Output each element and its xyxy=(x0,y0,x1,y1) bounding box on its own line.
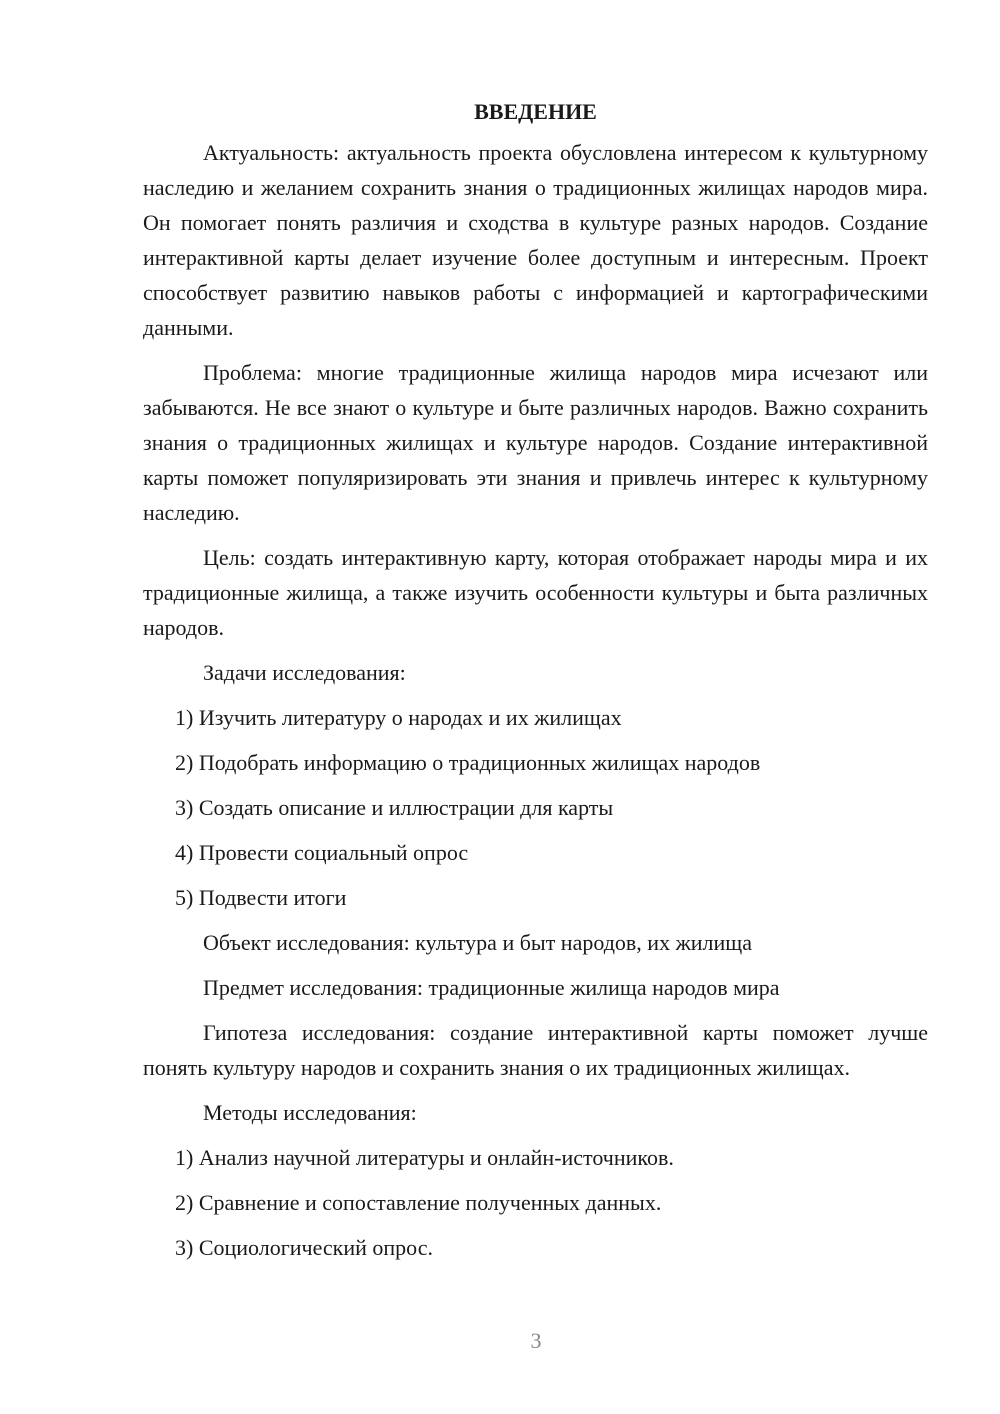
research-object: Объект исследования: культура и быт народов, их жилища xyxy=(203,930,753,955)
method-item-1: 1) Анализ научной литературы и онлайн-источников. xyxy=(175,1145,674,1170)
hypothesis-paragraph: Гипотеза исследования: создание интерактивной карты поможет лучше понять культуру народов и сохранить знания о их традиционных жилищах. xyxy=(143,1020,928,1080)
method-item-3: 3) Социологический опрос. xyxy=(175,1235,433,1260)
methods-heading: Методы исследования: xyxy=(203,1100,417,1125)
task-item-1: 1) Изучить литературу о народах и их жилищах xyxy=(175,705,622,730)
goal-paragraph: Цель: создать интерактивную карту, которая отображает народы мира и их традиционные жилища, а также изучить особенности культуры и быта различных народов. xyxy=(143,545,928,640)
relevance-paragraph: Актуальность: актуальность проекта обусловлена интересом к культурному наследию и желанием сохранить знания о традиционных жилищах народов мира. Он помогает понять различия и сходства в культуре разных народов. Создание интерактивной карты делает изучение более доступным и интересным. Проект способствует развитию навыков работы с информацией и картографическими данными. xyxy=(143,140,928,340)
page-number: 3 xyxy=(530,1328,542,1353)
task-item-3: 3) Создать описание и иллюстрации для карты xyxy=(175,795,614,820)
tasks-heading: Задачи исследования: xyxy=(203,660,406,685)
section-title: ВВЕДЕНИЕ xyxy=(474,99,597,124)
research-subject: Предмет исследования: традиционные жилища народов мира xyxy=(203,975,780,1000)
problem-paragraph: Проблема: многие традиционные жилища народов мира исчезают или забываются. Не все знают о культуре и быте различных народов. Важно сохранить знания о традиционных жилищах и культуре народов. Создание интерактивной карты поможет популяризировать эти знания и привлечь интерес к культурному наследию. xyxy=(143,360,928,525)
page-content xyxy=(143,94,928,1275)
task-item-2: 2) Подобрать информацию о традиционных жилищах народов xyxy=(175,750,761,775)
task-item-5: 5) Подвести итоги xyxy=(175,885,347,910)
task-item-4: 4) Провести социальный опрос xyxy=(175,840,469,865)
method-item-2: 2) Сравнение и сопоставление полученных данных. xyxy=(175,1190,662,1215)
